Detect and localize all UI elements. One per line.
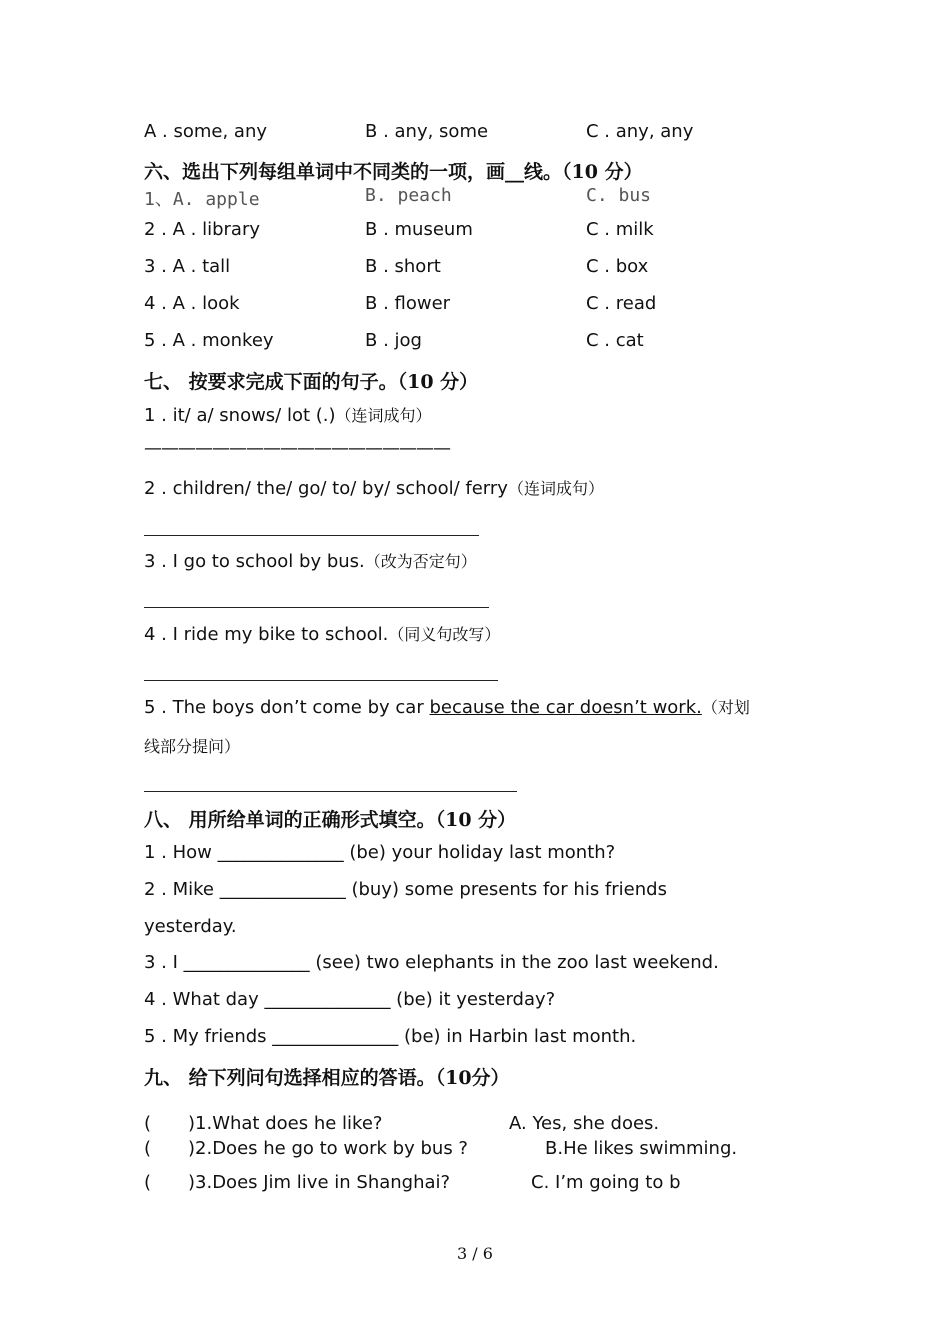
s8-item3: 3 . I ______________ (see) two elephants in the zoo last weekend. <box>144 952 719 973</box>
s6-row2-b: B . museum <box>365 219 473 240</box>
s8-item2-cont: yesterday. <box>144 916 237 937</box>
s6-row5-b: B . jog <box>365 330 422 351</box>
s7-item5-underlined: because the car doesn’t work. <box>429 697 702 718</box>
s9-row2-answer: B.He likes swimming. <box>545 1138 738 1159</box>
s7-answer-line2[interactable] <box>144 535 479 536</box>
s7-answer-line3[interactable] <box>144 607 489 608</box>
section8-title: 八、 用所给单词的正确形式填空。（10 分） <box>144 809 517 831</box>
s7-item1: 1 . it/ a/ snows/ lot (.)（连词成句） <box>144 405 432 426</box>
option-c: C . any, any <box>586 121 694 142</box>
s7-item3: 3 . I go to school by bus.（改为否定句） <box>144 551 477 572</box>
s6-row4-c: C . read <box>586 293 657 314</box>
s6-row4-b: B . flower <box>365 293 451 314</box>
s6-row3-c: C . box <box>586 256 649 277</box>
s6-row1-a: 1、A. apple <box>144 189 260 210</box>
s8-item5: 5 . My friends ______________ (be) in Harbin last month. <box>144 1026 637 1047</box>
s8-item4: 4 . What day ______________ (be) it yesterday? <box>144 989 556 1010</box>
s9-row3-paren[interactable]: ( <box>144 1172 152 1193</box>
s7-answer-line4[interactable] <box>144 680 498 681</box>
s6-row1-c: C. bus <box>586 185 652 206</box>
option-a: A . some, any <box>144 121 268 142</box>
s7-answer-line5[interactable] <box>144 791 517 792</box>
s9-row1-question: )1.What does he like? <box>188 1113 383 1134</box>
s9-row3-question: )3.Does Jim live in Shanghai? <box>188 1172 451 1193</box>
s6-row4-a: 4 . A . look <box>144 293 240 314</box>
s9-row2-question: )2.Does he go to work by bus ? <box>188 1138 468 1159</box>
s8-item1: 1 . How ______________ (be) your holiday last month? <box>144 842 616 863</box>
section6-title: 六、选出下列每组单词中不同类的一项，画__线。（10 分） <box>144 161 643 183</box>
page-number: 3 / 6 <box>457 1244 493 1263</box>
s7-item5-note-cont: 线部分提问） <box>144 737 241 756</box>
option-b: B . any, some <box>365 121 489 142</box>
s7-item4: 4 . I ride my bike to school.（同义句改写） <box>144 624 501 645</box>
s7-item5: 5 . The boys don’t come by car because the car doesn’t work.（对划 <box>144 697 750 718</box>
s6-row5-a: 5 . A . monkey <box>144 330 274 351</box>
s6-row3-b: B . short <box>365 256 441 277</box>
s7-item2: 2 . children/ the/ go/ to/ by/ school/ ferry（连词成句） <box>144 478 604 499</box>
s6-row1-b: B. peach <box>365 185 452 206</box>
s6-row5-c: C . cat <box>586 330 644 351</box>
s9-row3-answer: C. I’m going to b <box>531 1172 681 1193</box>
s9-row1-answer: A. Yes, she does. <box>509 1113 660 1134</box>
s6-row2-c: C . milk <box>586 219 654 240</box>
s6-row3-a: 3 . A . tall <box>144 256 231 277</box>
s7-answer-line1[interactable]: —————————————————— <box>144 438 450 459</box>
s6-row2-a: 2 . A . library <box>144 219 261 240</box>
section7-title: 七、 按要求完成下面的句子。（10 分） <box>144 371 479 393</box>
s9-row1-paren[interactable]: ( <box>144 1113 152 1134</box>
s9-row2-paren[interactable]: ( <box>144 1138 152 1159</box>
s8-item2: 2 . Mike ______________ (buy) some presents for his friends <box>144 879 667 900</box>
section9-title: 九、 给下列问句选择相应的答语。（10分） <box>144 1067 510 1089</box>
